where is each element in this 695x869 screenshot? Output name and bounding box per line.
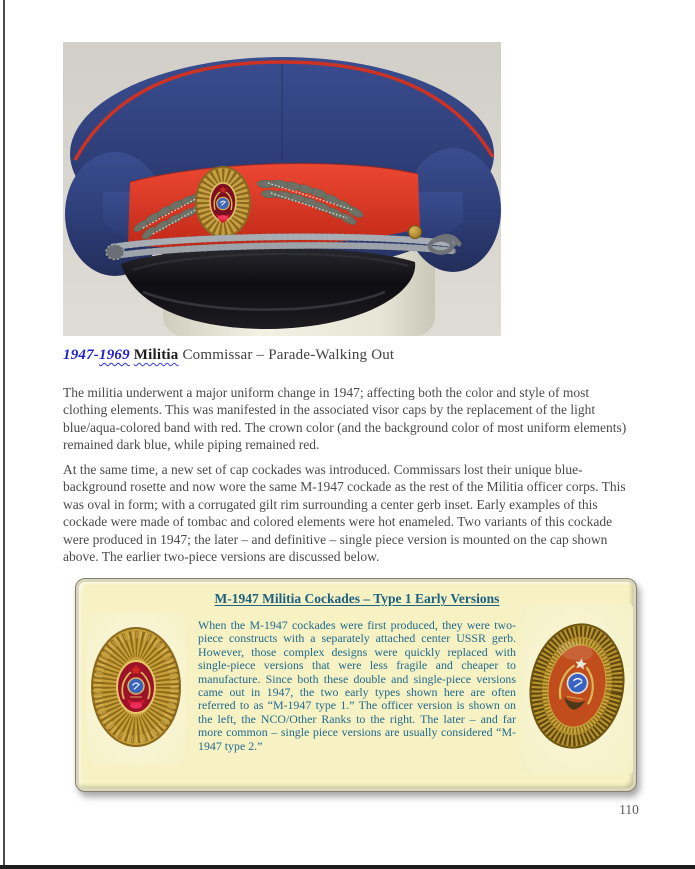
heading-date-prefix: 1947- [63,347,99,363]
heading-date-suffix: 1969 [99,347,130,363]
nco-cockade-image [521,604,633,762]
page-number: 110 [619,802,639,817]
cap-side-button [409,226,422,239]
visor-cap-illustration [63,42,501,336]
officer-cockade-image [86,613,186,765]
heading-title-rest: Commissar – Parade-Walking Out [182,347,395,363]
visor-cap-photo [63,42,501,336]
section-heading [63,347,633,364]
cap-cockade-badge [195,166,251,238]
cockade-callout-box [75,578,637,792]
paragraph-uniform-change: The militia underwent a major uniform change in 1947; affecting both the color and style of most clothing elements. This was manifested in the associated visor caps by the replacement of the light blue/aqua-colored band with red. The crown color (and the background color of most uniform elements) remained dark blue, while piping remained red. [63,385,627,453]
heading-unit: Militia [133,347,179,363]
paragraph-cockades-introduced: At the same time, a new set of cap cockades was introduced. Commissars lost their unique blue-background rosette and now wore the same M-1947 cockade as the rest of the Militia officer corps. This was oval in form; with a corrugated gilt rim surrounding a center gerb inset. Early examples of this cockade were made of tombac and colored elements were hot enameled. Two variants of this cockade were produced in 1947; the later – and definitive – single piece version is mounted on the cap shown above. The earlier two-piece versions are discussed below. [63,462,626,565]
page-bottom-edge [0,865,695,869]
callout-title: M-1947 Militia Cockades – Type 1 Early Versions [214,591,500,606]
page-left-edge [3,0,5,869]
callout-body: When the M-1947 cockades were first produced, they were two-piece constructs with a separately attached center USSR gerb. However, those complex designs were quickly replaced with single-piece versions that were less fragile and cheaper to manufacture. Since both these double and single-piece versions came out in 1947, the two early types shown here are often referred to as “M-1947 type 1.” The officer version is shown on the left, the NCO/Other Ranks to the right. The later – and far more common – single piece versions are usually considered “M-1947 type 2.” [198,618,516,753]
callout-text-column [198,591,516,753]
